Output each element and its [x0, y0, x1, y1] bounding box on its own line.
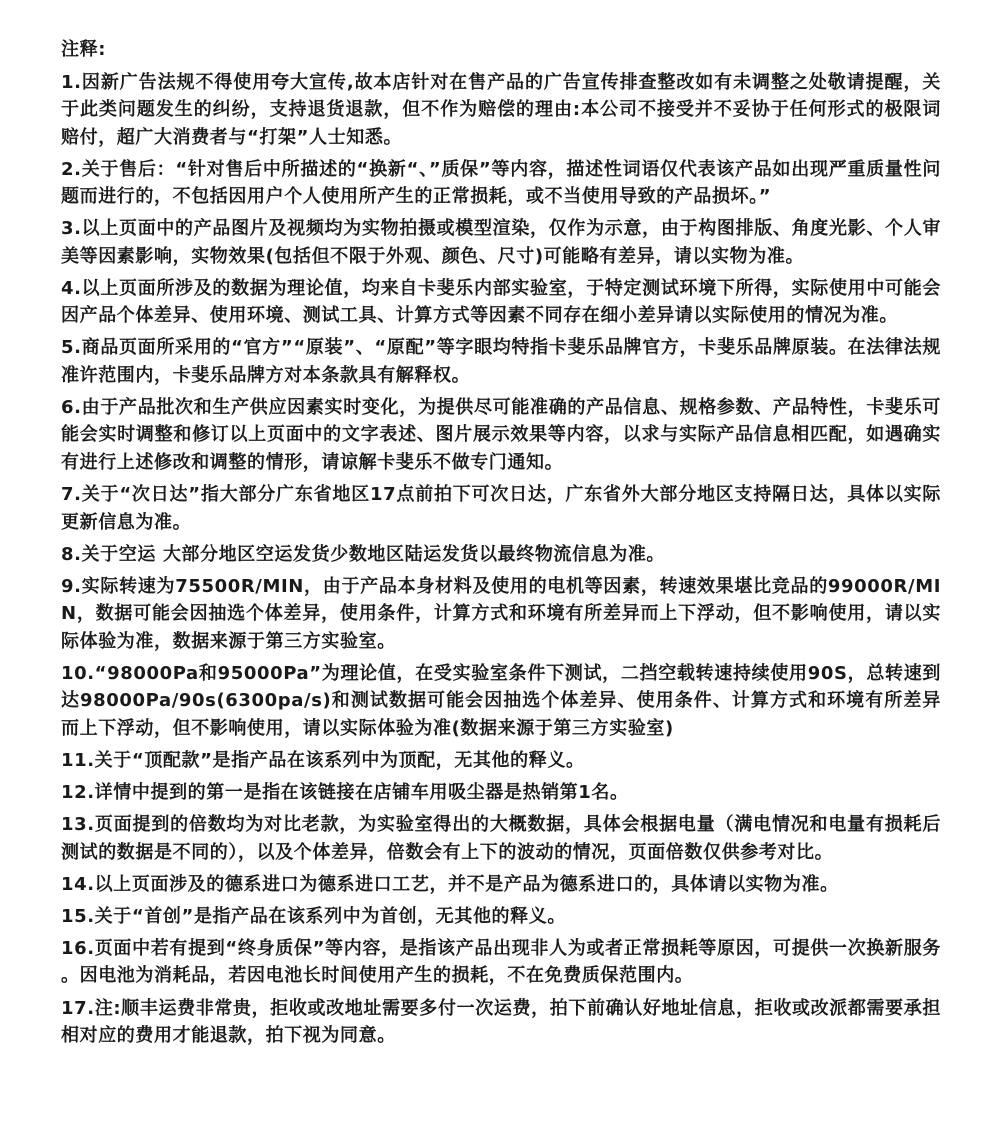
- note-item-8: 8.关于空运 大部分地区空运发货少数地区陆运发货以最终物流信息为准。: [61, 543, 666, 565]
- note-item-10: 10.“98000Pa和95000Pa”为理论值，在受实验室条件下测试，二挡空载转速持续使用90S，总转速到达98000Pa/90s(6300pa/s)和测试数据可能会因抽选个体差异、使用条件、计算方式和环境有所差异而上下浮动，但不影响使用，请以实际体验为准(数据来源于第三方实验室): [61, 662, 941, 739]
- note-item-16: 16.页面中若有提到“终身质保”等内容，是指该产品出现非人为或者正常损耗等原因，可提供一次换新服务。因电池为消耗品，若因电池长时间使用产生的损耗，不在免费质保范围内。: [61, 937, 941, 987]
- note-item-9: 9.实际转速为75500R/MIN，由于产品本身材料及使用的电机等因素，转速效果堪比竞品的99000R/MIN，数据可能会因抽选个体差异，使用条件，计算方式和环境有所差异而上下浮动，但不影响使用，请以实际体验为准，数据来源于第三方实验室。: [61, 575, 941, 652]
- note-item-7: 7.关于“次日达”指大部分广东省地区17点前拍下可次日达，广东省外大部分地区支持隔日达，具体以实际更新信息为准。: [61, 484, 941, 533]
- note-item-12: 12.详情中提到的第一是指在该链接在店铺车用吸尘器是热销第1名。: [61, 782, 629, 804]
- note-item-14: 14.以上页面涉及的德系进口为德系进口工艺，并不是产品为德系进口的，具体请以实物为准。: [61, 873, 839, 895]
- notes-list: [61, 69, 941, 1050]
- notes-title: 注释:: [61, 39, 106, 60]
- note-item-11: 11.关于“顶配款”是指产品在该系列中为顶配，无其他的释义。: [61, 749, 585, 771]
- note-item-1: 1.因新广告法规不得使用夸大宣传,故本店针对在售产品的广告宣传排查整改如有未调整之处敬请提醒，关于此类问题发生的纠纷，支持退货退款，但不作为赔偿的理由:本公司不接受并不妥协于任何形式的极限词赔付，超广大消费者与“打架”人士知悉。: [61, 71, 941, 148]
- note-item-6: 6.由于产品批次和生产供应因素实时变化，为提供尽可能准确的产品信息、规格参数、产品特性，卡斐乐可能会实时调整和修订以上页面中的文字表述、图片展示效果等内容，以求与实际产品信息相匹配，如遇确实有进行上述修改和调整的情形，请谅解卡斐乐不做专门通知。: [61, 396, 941, 473]
- note-item-5: 5.商品页面所采用的“官方”“原装”、“原配”等字眼均特指卡斐乐品牌官方，卡斐乐品牌原装。在法律法规准许范围内，卡斐乐品牌方对本条款具有解释权。: [61, 337, 941, 386]
- note-item-15: 15.关于“首创”是指产品在该系列中为首创，无其他的释义。: [61, 905, 566, 927]
- note-item-4: 4.以上页面所涉及的数据为理论值，均来自卡斐乐内部实验室，于特定测试环境下所得，实际使用中可能会因产品个体差异、使用环境、测试工具、计算方式等因素不同存在细小差异请以实际使用的情况为准。: [61, 277, 941, 327]
- note-item-17: 17.注:顺丰运费非常贵，拒收或改地址需要多付一次运费，拍下前确认好地址信息，拒收或改派都需要承担相对应的费用才能退款，拍下视为同意。: [61, 997, 941, 1046]
- note-item-2: 2.关于售后：“针对售后中所描述的“换新“、”质保”等内容，描述性词语仅代表该产品如出现严重质量性问题而进行的，不包括因用户个人使用所产生的正常损耗，或不当使用导致的产品损坏。”: [61, 158, 941, 208]
- note-item-3: 3.以上页面中的产品图片及视频均为实物拍摄或模型渲染，仅作为示意，由于构图排版、角度光影、个人审美等因素影响，实物效果(包括但不限于外观、颜色、尺寸)可能略有差异，请以实物为准。: [61, 218, 941, 267]
- note-item-13: 13.页面提到的倍数均为对比老款，为实验室得出的大概数据，具体会根据电量（满电情况和电量有损耗后测试的数据是不同的），以及个体差异，倍数会有上下的波动的情况，页面倍数仅供参考对比。: [61, 814, 941, 863]
- notes-document: [61, 36, 941, 1054]
